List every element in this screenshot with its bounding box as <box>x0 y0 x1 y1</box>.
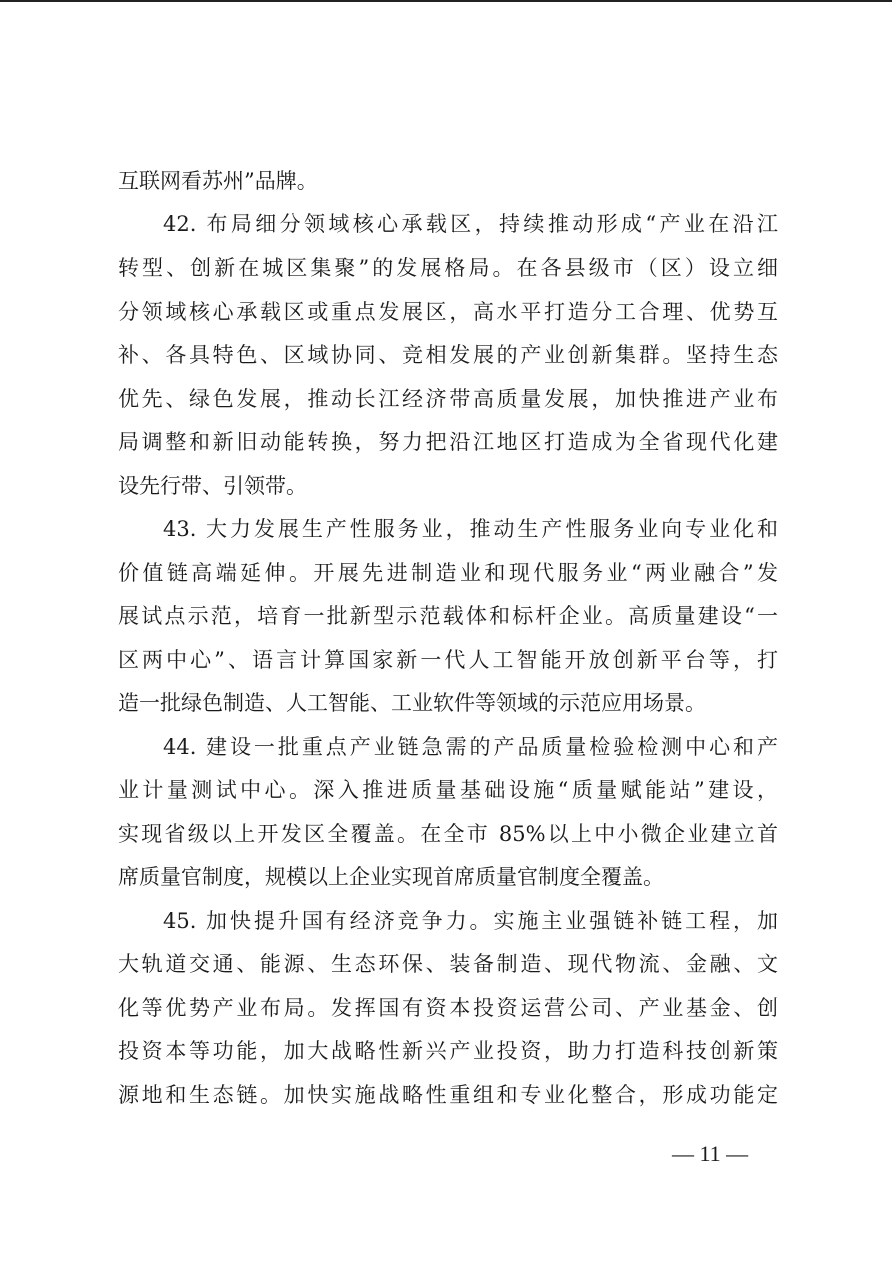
top-border-line <box>0 0 892 2</box>
paragraph-43-line: 43. 大力发展生产性服务业，推动生产性服务业向专业化和 <box>163 517 778 541</box>
text-line: 实现省级以上开发区全覆盖。在全市 85%以上中小微企业建立首 <box>118 822 778 846</box>
paragraph-45-line: 45. 加快提升国有经济竞争力。实施主业强链补链工程，加 <box>163 909 778 933</box>
page-number: — 11 — <box>672 1141 749 1166</box>
paragraph-42-line: 42. 布局细分领域核心承载区，持续推动形成“产业在沿江 <box>163 212 778 236</box>
text-line: 造一批绿色制造、人工智能、工业软件等领域的示范应用场景。 <box>118 691 706 715</box>
text-line: 分领域核心承载区或重点发展区，高水平打造分工合理、优势互 <box>118 300 778 324</box>
text-line: 设先行带、引领带。 <box>118 474 307 498</box>
text-line: 价值链高端延伸。开展先进制造业和现代服务业“两业融合”发 <box>118 561 778 585</box>
text-line: 席质量官制度，规模以上企业实现首席质量官制度全覆盖。 <box>118 865 664 889</box>
text-line: 互联网看苏州”品牌。 <box>118 169 318 193</box>
text-line: 转型、创新在城区集聚”的发展格局。在各县级市（区）设立细 <box>118 256 778 280</box>
text-line: 大轨道交通、能源、生态环保、装备制造、现代物流、金融、文 <box>118 952 778 976</box>
text-line: 业计量测试中心。深入推进质量基础设施“质量赋能站”建设， <box>118 778 778 802</box>
text-line: 投资本等功能，加大战略性新兴产业投资，助力打造科技创新策 <box>118 1039 778 1063</box>
text-line: 展试点示范，培育一批新型示范载体和标杆企业。高质量建设“一 <box>118 604 778 628</box>
text-line: 源地和生态链。加快实施战略性重组和专业化整合，形成功能定 <box>118 1083 778 1107</box>
text-line: 区两中心”、语言计算国家新一代人工智能开放创新平台等，打 <box>118 648 778 672</box>
text-line: 优先、绿色发展，推动长江经济带高质量发展，加快推进产业布 <box>118 387 778 411</box>
paragraph-44-line: 44. 建设一批重点产业链急需的产品质量检验检测中心和产 <box>163 735 778 759</box>
text-line: 补、各具特色、区域协同、竞相发展的产业创新集群。坚持生态 <box>118 343 778 367</box>
text-line: 化等优势产业布局。发挥国有资本投资运营公司、产业基金、创 <box>118 996 778 1020</box>
text-line: 局调整和新旧动能转换，努力把沿江地区打造成为全省现代化建 <box>118 430 778 454</box>
